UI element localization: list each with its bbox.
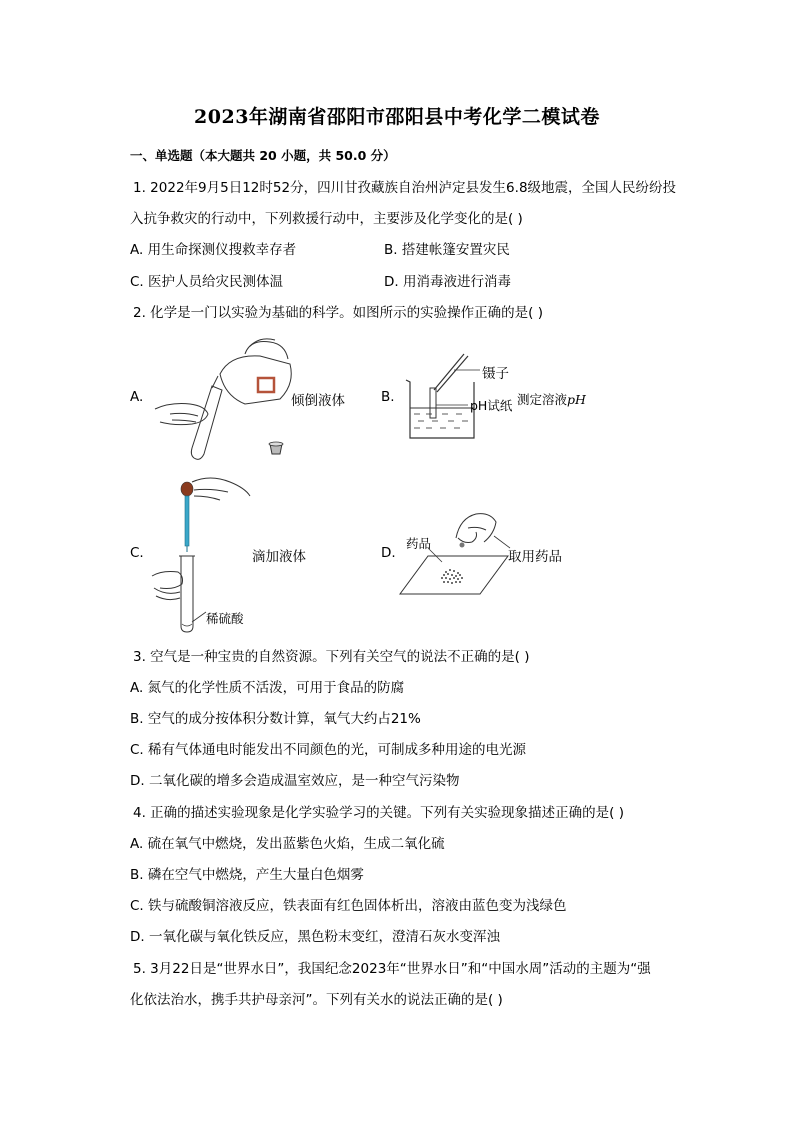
q1-stem-line2: 入抗争救灾的行动中，下列救援行动中，主要涉及化学变化的是( )	[130, 211, 523, 227]
q2-option-d-label: 取用药品	[508, 549, 562, 565]
q3-option-c[interactable]: C. 稀有气体通电时能发出不同颜色的光，可制成多种用途的电光源	[130, 742, 527, 758]
pouring-liquid-figure	[150, 334, 300, 464]
q3-option-d[interactable]: D. 二氧化碳的增多会造成温室效应，是一种空气污染物	[130, 773, 460, 789]
q2-option-a-label: 倾倒液体	[291, 393, 345, 409]
q2-option-c-letter[interactable]: C.	[130, 545, 144, 561]
q1-stem-line1: 1. 2022年9月5日12时52分，四川甘孜藏族自治州泸定县发生6.8级地震，全国人民纷纷投	[133, 180, 677, 196]
section-heading: 一、单选题（本大题共 20 小题，共 50.0 分）	[130, 148, 396, 163]
q2-option-b-letter[interactable]: B.	[381, 389, 395, 405]
q4-option-b[interactable]: B. 磷在空气中燃烧，产生大量白色烟雾	[130, 867, 364, 883]
q1-option-b[interactable]: B. 搭建帐篷安置灾民	[384, 242, 510, 258]
q2-stem: 2. 化学是一门以实验为基础的科学。如图所示的实验操作正确的是( )	[133, 305, 543, 321]
q4-option-c[interactable]: C. 铁与硫酸铜溶液反应，铁表面有红色固体析出，溶液由蓝色变为浅绿色	[130, 898, 567, 914]
q2-option-b-tweezers-label: 镊子	[482, 366, 509, 382]
q2-option-b-label	[517, 390, 586, 408]
q4-option-d[interactable]: D. 一氧化碳与氧化铁反应，黑色粉末变红，澄清石灰水变浑浊	[130, 929, 500, 945]
q3-option-b[interactable]: B. 空气的成分按体积分数计算，氧气大约占21%	[130, 711, 421, 727]
q1-option-d[interactable]: D. 用消毒液进行消毒	[384, 274, 511, 290]
q2-option-a-letter[interactable]: A.	[130, 389, 144, 405]
q3-option-a[interactable]: A. 氮气的化学性质不活泼，可用于食品的防腐	[130, 680, 405, 696]
q2-option-b-label-text: 测定溶液	[517, 392, 568, 407]
q3-stem: 3. 空气是一种宝贵的自然资源。下列有关空气的说法不正确的是( )	[133, 649, 530, 665]
q4-option-a[interactable]: A. 硫在氧气中燃烧，发出蓝紫色火焰，生成二氧化硫	[130, 836, 445, 852]
q2-option-d-drug-label: 药品	[406, 536, 432, 551]
q2-option-b-label-ph: pH	[567, 392, 586, 407]
q2-option-c-label: 滴加液体	[252, 549, 306, 565]
q2-option-b-ph-paper-label: pH试纸	[470, 398, 513, 413]
q5-stem-line1: 5. 3月22日是“世界水日”，我国纪念2023年“世界水日”和“中国水周”活动的主题为“强	[133, 961, 651, 977]
q4-stem: 4. 正确的描述实验现象是化学实验学习的关键。下列有关实验现象描述正确的是( )	[133, 805, 624, 821]
q2-option-d-letter[interactable]: D.	[381, 545, 396, 561]
q2-option-c-acid-label: 稀硫酸	[206, 611, 244, 626]
q1-option-a[interactable]: A. 用生命探测仪搜救幸存者	[130, 242, 297, 258]
q1-option-c[interactable]: C. 医护人员给灾民测体温	[130, 274, 284, 290]
q5-stem-line2: 化依法治水，携手共护母亲河”。下列有关水的说法正确的是( )	[130, 992, 503, 1008]
taking-drug-figure	[398, 508, 513, 598]
page-title: 2023年湖南省邵阳市邵阳县中考化学二模试卷	[194, 106, 600, 128]
